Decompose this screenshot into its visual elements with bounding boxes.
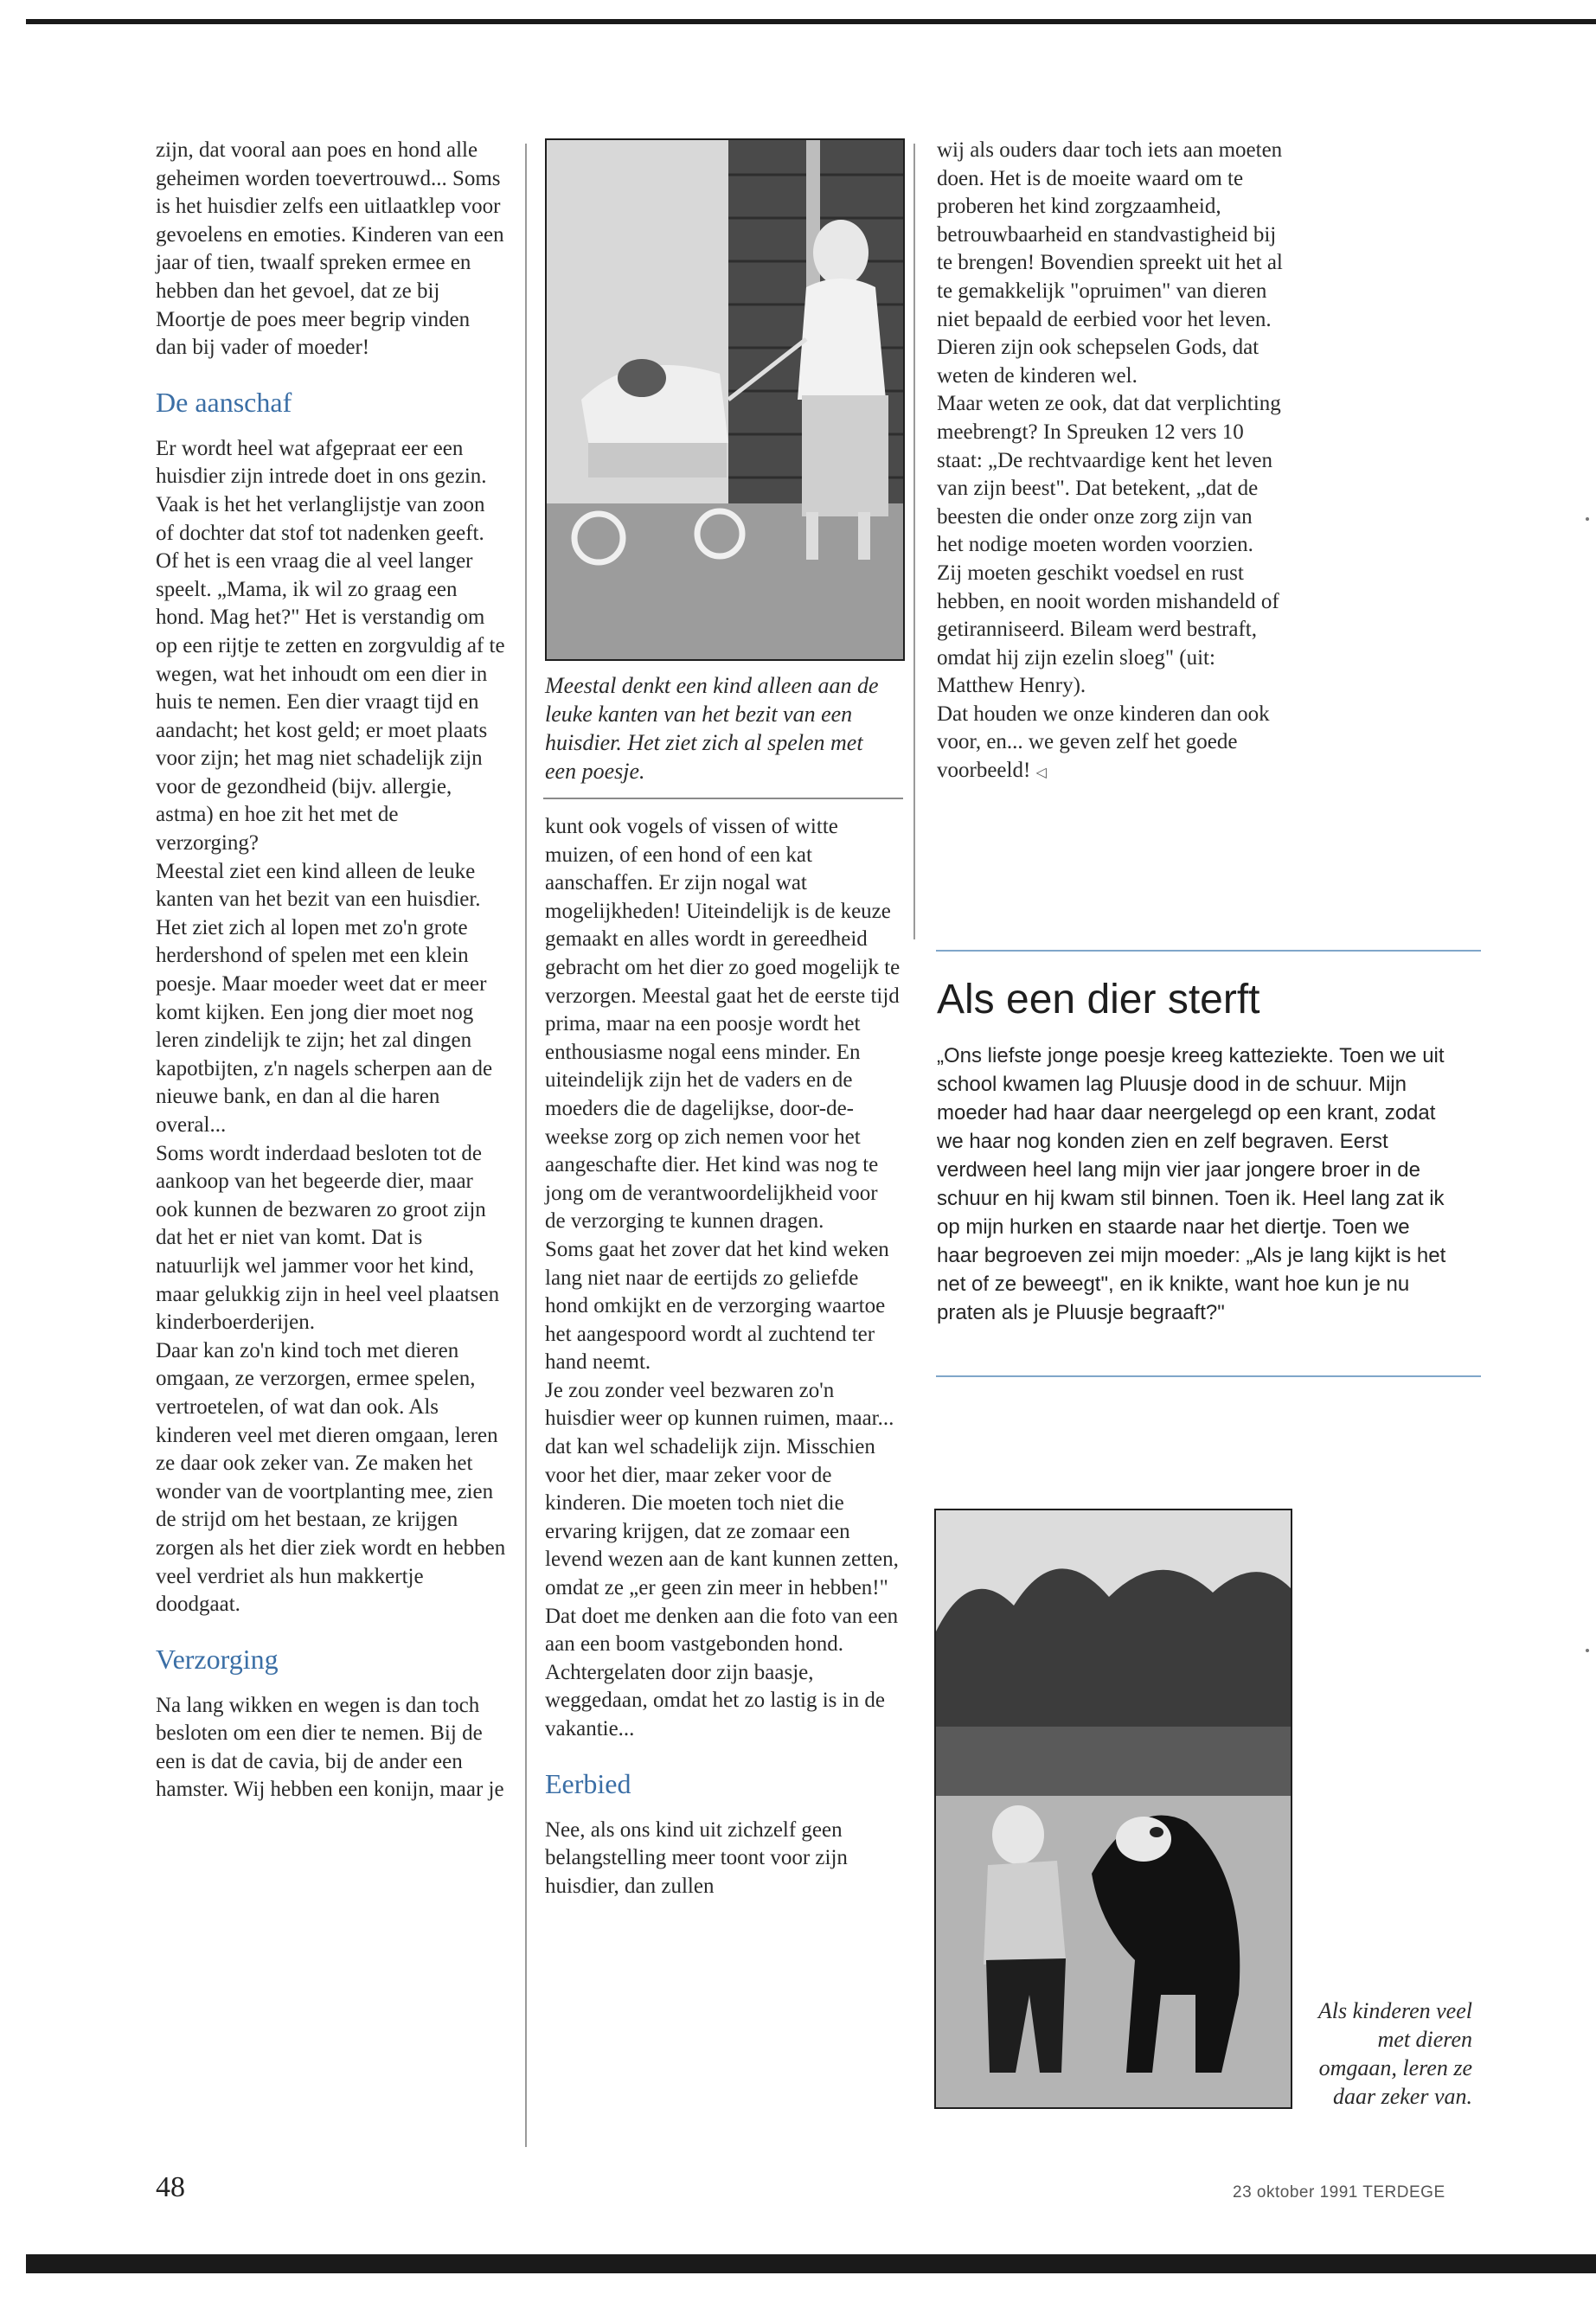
eerbied-paragraph-1: Nee, als ons kind uit zichzelf geen belangstelling meer toont voor zijn huisdier, dan zullen: [545, 1817, 848, 1898]
column-2: [545, 813, 901, 1900]
aanschaf-paragraph-3: Soms wordt inderdaad besloten tot de aankoop van het begeerde dier, maar ook kunnen de bezwaren zo groot zijn dat het er niet van komt. Dat is natuurlijk wel jammer voor het kind, maar gelukkig zijn in heel veel plaatsen kinderboerderijen.: [156, 1141, 500, 1335]
photo-boy-with-dog: [934, 1509, 1292, 2109]
heading-eerbied: Eerbied: [545, 1767, 631, 1799]
intro-paragraph: zijn, dat vooral aan poes en hond alle geheimen worden toevertrouwd... Soms is het huisdier zelfs een uitlaatklep voor gevoelens en emoties. Kinderen van een jaar of tien, twaalf spreken ermee en hebben dan het gevoel, dat ze bij Moortje de poes meer begrip vinden dan bij vader of moeder!: [156, 138, 504, 360]
page-number: 48: [156, 2171, 185, 2203]
col2-paragraph-3: Je zou zonder veel bezwaren zo'n huisdier weer op kunnen ruimen, maar... dat kan wel schadelijk zijn. Misschien voor het dier, maar zeker voor de kinderen. Die moeten toch niet die ervaring krijgen, dat ze zomaar een levend wezen aan de kant kunnen zetten, omdat ze „er geen zin meer in hebben!" Dat doet me denken aan die foto van een aan een boom vastgebonden hond. Achtergelaten door zijn baasje, weggedaan, omdat het zo lastig is in de vakantie...: [545, 1378, 899, 1740]
aanschaf-paragraph-1: Er wordt heel wat afgepraat eer een huisdier zijn intrede doet in ons gezin. Vaak is het het verlanglijstje van zoon of dochter dat stof tot nadenken geeft. Of het is een vraag die al veel langer speelt. „Mama, ik wil zo graag een hond. Mag het?" Het is verstandig om op een rijtje te zetten en zorgvuldig af te wegen, wat het inhoudt om een dier in huis te nemen. Een dier vraagt tijd en aandacht; het kost geld; er moet plaats voor zijn; het mag niet schadelijk zijn voor de gezondheid (bijv. allergie, astma) en hoe zit het met de verzorging?: [156, 436, 505, 856]
heading-verzorging: Verzorging: [156, 1643, 279, 1675]
col2-paragraph-1: kunt ook vogels of vissen of witte muizen, of een hond of een kat aanschaffen. Er zijn nogal wat mogelijkheden! Uiteindelijk is de keuze gemaakt en alles wordt in gereedheid gebracht om het dier zo goed mogelijk te verzorgen. Meestal gaat het de eerste tijd prima, maar na een poosje wordt het enthousiasme nogal eens minder. En uiteindelijk zijn het de vaders en de moeders die de dagelijkse, door-de-weekse zorg op zich nemen voor het aangeschafte dier. Het kind was nog te jong om de verantwoordelijkheid voor de verzorging te kunnen dragen.: [545, 815, 901, 1234]
column-3: [937, 137, 1283, 788]
col2-paragraph-2: Soms gaat het zover dat het kind weken lang niet naar de eertijds zo geliefde hond omkijkt en de verzorging waartoe het aangespoord wordt al zuchtend ter hand neemt.: [545, 1237, 889, 1375]
col3-paragraph-3-text: Dat houden we onze kinderen dan ook voor, en... we geven zelf het goede voorbeeld!: [937, 702, 1270, 783]
col3-paragraph-1: wij als ouders daar toch iets aan moeten doen. Het is de moeite waard om te proberen het kind zorgzaamheid, betrouwbaarheid en standvastigheid bij te brengen! Bovendien spreekt uit het al te gemakkelijk "opruimen" van dieren niet bepaald de eerbied voor het leven. Dieren zijn ook schepselen Gods, dat weten de kinderen wel.: [937, 138, 1283, 388]
caption-rule-col2: [543, 798, 903, 799]
photo-caption-boy-dog: Als kinderen veel met dieren omgaan, leren ze daar zeker van.: [1317, 1998, 1472, 2109]
aanschaf-paragraph-4: Daar kan zo'n kind toch met dieren omgaan, ze verzorgen, ermee spelen, vertroetelen, of wat dan ook. Als kinderen veel met dieren omgaan, leren ze daar ook zeker van. Ze maken het wonder van de voortplanting mee, zien de strijd om het bestaan, ze krijgen zorgen als het dier ziek wordt en hebben veel verdriet als hun makkertje doodgaat.: [156, 1338, 506, 1617]
photo-girl-with-cat-illustration: [547, 140, 903, 659]
bottom-frame-bar: [26, 2254, 1596, 2273]
end-of-article-icon: ◁: [1035, 766, 1047, 781]
photo-girl-with-cat-in-pram: [545, 138, 905, 661]
column-rule-right: [913, 144, 915, 939]
box-top-rule: [936, 950, 1481, 952]
col3-paragraph-2: Maar weten ze ook, dat dat verplichting meebrengt? In Spreuken 12 vers 10 staat: „De rechtvaardige kent het leven van zijn beest". Dat betekent, „dat de beesten die onder onze zorg zijn van het nodige moeten worden voorzien. Zij moeten geschikt voedsel en rust hebben, en nooit worden mishandeld of getiranniseerd. Bileam werd bestraft, omdat hij zijn ezelin sloeg" (uit: Matthew Henry).: [937, 392, 1281, 698]
heading-de-aanschaf: De aanschaf: [156, 386, 292, 418]
scan-mark-1: [1586, 517, 1589, 521]
box-text-pluusje: „Ons liefste jonge poesje kreeg katteziekte. Toen we uit school kwamen lag Pluusje dood in de schuur. Mijn moeder had haar daar neergelegd op een krant, zodat we haar nog konden zien en zelf begraven. Eerst verdween heel lang mijn vier jaar jongere broer in de schuur en hij kwam stil binnen. Toen ik. Heel lang zat ik op mijn hurken en staarde naar het diertje. Toen we haar begroeven zei mijn moeder: „Als je lang kijkt is het net of ze beweegt", en ik knikte, want hoe kun je nu praten als je Pluusje begraaft?": [937, 1044, 1446, 1324]
col3-paragraph-3: [937, 701, 1283, 788]
footer-date-publication: 23 oktober 1991 TERDEGE: [1233, 2183, 1445, 2202]
box-title-als-een-dier-sterft: Als een dier sterft: [937, 977, 1260, 1022]
verzorging-paragraph-1: Na lang wikken en wegen is dan toch besloten om een dier te nemen. Bij de een is dat de cavia, bij de ander een hamster. Wij hebben een konijn, maar je: [156, 1693, 504, 1802]
aanschaf-paragraph-2: Meestal ziet een kind alleen de leuke kanten van het bezit van een huisdier. Het ziet zich al lopen met zo'n grote herdershond of spelen met een klein poesje. Maar moeder weet dat er meer komt kijken. Een jong dier moet nog leren zindelijk te zijn; het zal dingen kapotbijten, z'n nagels scherpen aan de nieuwe bank, en dan al die haren overal...: [156, 859, 493, 1137]
photo-boy-with-dog-illustration: [936, 1510, 1291, 2107]
column-rule-left: [525, 144, 527, 2147]
column-1: [156, 137, 506, 1804]
box-bottom-rule: [936, 1375, 1481, 1377]
top-frame-bar: [26, 19, 1596, 24]
photo-caption-girl-cat: Meestal denkt een kind alleen aan de leuke kanten van het bezit van een huisdier. Het ziet zich al spelen met een poesje.: [545, 673, 879, 784]
scan-mark-2: [1586, 1649, 1589, 1652]
